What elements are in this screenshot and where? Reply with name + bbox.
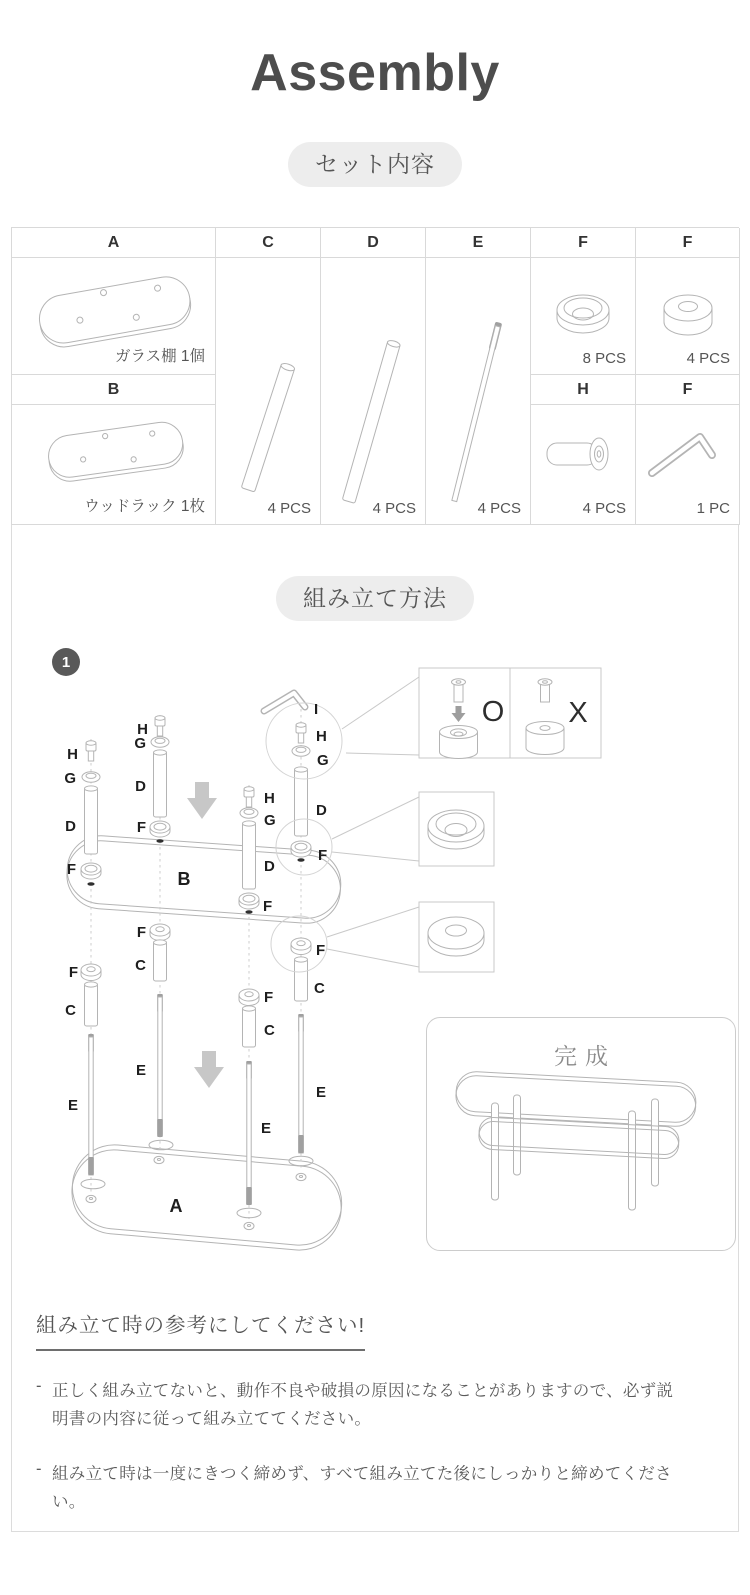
- detail-box-cup-washer: [419, 792, 494, 866]
- part-label-glass-shelf: ガラス棚 1個: [115, 348, 205, 365]
- col-header-f2: F: [636, 228, 740, 258]
- qty-bolt: 4 PCS: [582, 500, 626, 517]
- step-number-badge: 1: [52, 648, 80, 676]
- col-header-a: A: [12, 228, 216, 258]
- label-e1: E: [67, 1097, 78, 1114]
- page-title: Assembly: [250, 44, 500, 102]
- assembly-method-badge: 組み立て方法: [276, 576, 474, 621]
- label-f1: F: [66, 861, 76, 878]
- note-bullet: -: [36, 1377, 42, 1395]
- label-d3: D: [264, 858, 275, 875]
- detail-box-donut-washer: [419, 902, 494, 972]
- label-g2: G: [134, 735, 146, 752]
- label-g4: G: [317, 752, 329, 769]
- label-d1: D: [65, 818, 76, 835]
- notes-heading: 組み立て時の参考にしてください!: [36, 1308, 365, 1351]
- part-cell-rod-e: [426, 258, 531, 525]
- label-e3: E: [261, 1120, 272, 1137]
- assembly-notes: [36, 1308, 718, 1517]
- shelf-a-drawing: [68, 1141, 345, 1253]
- label-f1-low: F: [68, 964, 78, 981]
- label-d4: D: [316, 802, 327, 819]
- col-header-f3: F: [636, 375, 740, 405]
- assembly-method-section: [11, 525, 739, 1532]
- part-cell-hex-key: [636, 405, 740, 525]
- label-h2: H: [137, 721, 148, 738]
- leg1-parts: [81, 741, 105, 1203]
- finished-title: 完成: [554, 1043, 616, 1069]
- assembly-instruction-page: [0, 40, 750, 1595]
- set-contents-badge: セット内容: [288, 142, 462, 187]
- leg3-parts: [237, 787, 261, 1230]
- label-g3: G: [264, 812, 276, 829]
- label-d2: D: [135, 778, 146, 795]
- part-labels: [64, 701, 328, 1216]
- label-c2: C: [135, 957, 146, 974]
- note-item-2: [36, 1460, 718, 1517]
- note-bullet: -: [36, 1459, 42, 1478]
- qty-cup-washer: 8 PCS: [582, 350, 626, 367]
- note-text-1: 正しく組み立てないと、動作不良や破損の原因になることがありますので、必ず説明書の内容に従って組み立ててください。: [52, 1382, 674, 1429]
- label-i4: I: [314, 701, 319, 718]
- col-header-f1: F: [531, 228, 636, 258]
- label-shelf-a: A: [169, 1196, 183, 1216]
- rod-e-drawing: [426, 258, 530, 524]
- assembly-axis-lines: [91, 697, 301, 1219]
- leg2-parts: [149, 716, 173, 1164]
- qty-rod-e: 4 PCS: [477, 500, 521, 517]
- label-f4b: F: [316, 942, 326, 959]
- label-c4: C: [314, 980, 325, 997]
- part-cell-spacer-washer: [636, 258, 740, 375]
- finished-product-drawing: [427, 1071, 735, 1249]
- part-cell-wood-rack: [12, 405, 216, 525]
- label-h3: H: [264, 790, 275, 807]
- label-f3-low: F: [264, 989, 274, 1006]
- col-header-c: C: [216, 228, 321, 258]
- label-g1: G: [64, 770, 76, 787]
- tube-d-drawing: [321, 258, 425, 524]
- label-f2: F: [136, 819, 146, 836]
- note-text-2: 組み立て時は一度にきつく締めず、すべて組み立てた後にしっかりと締めてください。: [52, 1464, 672, 1512]
- label-f2-low: F: [136, 924, 146, 941]
- callout-lines: [327, 677, 419, 967]
- label-c3: C: [264, 1022, 275, 1039]
- tube-c-drawing: [216, 258, 320, 524]
- label-c1: C: [65, 1002, 76, 1019]
- part-cell-glass-shelf: [12, 258, 216, 375]
- label-h4: H: [316, 728, 327, 745]
- part-label-wood-rack: ウッドラック 1枚: [84, 498, 205, 515]
- qty-tube-d: 4 PCS: [372, 500, 416, 517]
- arrow-down-upper: [187, 782, 217, 819]
- part-cell-cup-washer: [531, 258, 636, 375]
- label-e2: E: [135, 1062, 146, 1079]
- qty-hex-key: 1 PC: [696, 500, 730, 517]
- label-shelf-b: B: [177, 869, 191, 889]
- label-h1: H: [67, 746, 78, 763]
- label-e4: E: [316, 1084, 327, 1101]
- part-cell-tube-c: [216, 258, 321, 525]
- detail-box-bolt-direction: [419, 668, 601, 759]
- col-header-h: H: [531, 375, 636, 405]
- part-cell-bolt: [531, 405, 636, 525]
- arrow-down-lower: [194, 1051, 224, 1088]
- col-header-b: B: [12, 375, 216, 405]
- label-f3: F: [263, 898, 273, 915]
- col-header-e: E: [426, 228, 531, 258]
- part-cell-tube-d: [321, 258, 426, 525]
- qty-tube-c: 4 PCS: [267, 500, 311, 517]
- label-f4: F: [318, 847, 328, 864]
- col-header-d: D: [321, 228, 426, 258]
- leg4-parts: [264, 693, 313, 1181]
- qty-spacer-washer: 4 PCS: [686, 350, 730, 367]
- parts-table: [11, 227, 739, 525]
- finished-product-box: [426, 1017, 736, 1251]
- ok-mark: O: [481, 696, 505, 728]
- note-item-1: [36, 1377, 718, 1434]
- ng-mark: X: [568, 697, 588, 729]
- flow-arrows: [187, 782, 224, 1088]
